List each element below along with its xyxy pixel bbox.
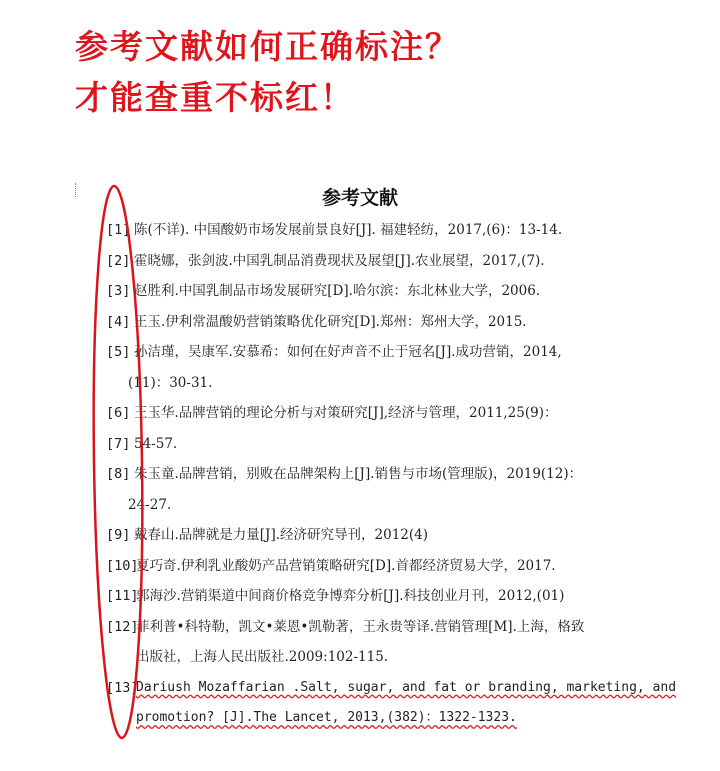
reference-text: 王玉.伊利常温酸奶营销策略优化研究[D].郑州：郑州大学，2015.	[134, 313, 527, 330]
reference-number: [3]	[106, 283, 131, 299]
reference-text: promotion? [J].The Lancet, 2013,(382)：1322-1323.	[136, 710, 517, 725]
reference-number: [7]	[106, 435, 131, 452]
reference-text: 菲利普•科特勒，凯文•莱恩•凯勒著，王永贵等译.营销管理[M].上海，格致	[136, 618, 585, 635]
reference-text: 王玉华.品牌营销的理论分析与对策研究[J],经济与管理，2011,25(9)：	[134, 405, 558, 421]
reference-text: 朱玉童.品牌营销，别败在品牌架构上[J].销售与市场(管理版)，2019(12)：	[134, 466, 583, 482]
reference-number: [4]	[106, 313, 131, 330]
reference-number: [10]	[106, 557, 139, 574]
reference-number: [13]	[106, 679, 139, 696]
document-title: 参考文献	[321, 187, 398, 209]
reference-text: (11)：30-31.	[128, 374, 213, 391]
reference-number: [12]	[106, 618, 139, 635]
reference-number: [9]	[106, 527, 131, 543]
reference-text: 陈(不详). 中国酸奶市场发展前景良好[J]. 福建轻纺，2017,(6)：13-14.	[134, 222, 563, 238]
reference-text: 郭海沙.营销渠道中间商价格竞争博弈分析[J].科技创业月刊，2012,(01)	[136, 588, 565, 604]
headline-line-1: 参考文献如何正确标注？	[75, 27, 460, 66]
reference-text: 霍晓娜，张剑波.中国乳制品消费现状及展望[J].农业展望，2017,(7).	[134, 252, 545, 269]
reference-number: [8]	[106, 466, 131, 482]
reference-text: 孙洁瑾，吴康军.安慕希：如何在好声音不止于冠名[J].成功营销，2014,	[134, 344, 562, 360]
reference-text: 夏巧奇.伊利乳业酸奶产品营销策略研究[D].首都经济贸易大学，2017.	[136, 557, 556, 574]
headline-line-2: 才能查重不标红！	[75, 78, 355, 117]
reference-text: 54-57.	[134, 435, 178, 452]
reference-number: [2]	[106, 252, 131, 269]
reference-text: Dariush Mozaffarian .Salt, sugar, and fat or branding, marketing, and	[136, 679, 677, 695]
reference-number: [5]	[106, 344, 131, 360]
reference-number: [1]	[106, 222, 131, 238]
reference-number: [11]	[106, 588, 139, 604]
reference-number: [6]	[106, 405, 131, 421]
reference-text: 赵胜利.中国乳制品市场发展研究[D].哈尔滨：东北林业大学，2006.	[134, 283, 541, 299]
reference-text: 戴春山.品牌就是力量[J].经济研究导刊，2012(4)	[134, 527, 429, 543]
reference-text: 出版社，上海人民出版社.2009:102-115.	[136, 649, 389, 665]
reference-text: 24-27.	[128, 496, 172, 513]
